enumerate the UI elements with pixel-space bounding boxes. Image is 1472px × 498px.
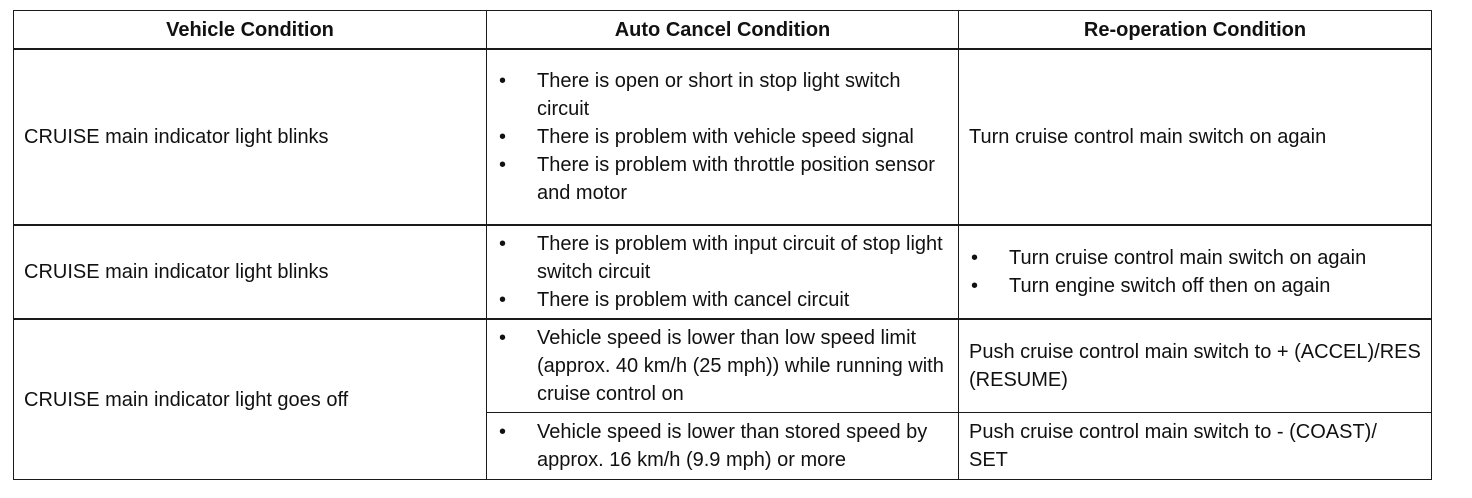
vehicle-condition-cell: CRUISE main indicator light blinks — [14, 225, 487, 319]
auto-cancel-cell — [487, 413, 959, 480]
header-auto-cancel-condition: Auto Cancel Condition — [487, 11, 959, 50]
list-item: • Turn cruise control main switch on again — [969, 244, 1421, 272]
reoperation-cell: Push cruise control main switch to + (ACCEL)/RES (RESUME) — [959, 319, 1432, 413]
auto-cancel-cell — [487, 319, 959, 413]
auto-cancel-list — [497, 418, 948, 474]
header-reoperation-condition: Re-operation Condition — [959, 11, 1432, 50]
header-row — [14, 11, 1432, 50]
reoperation-cell: Push cruise control main switch to - (COAST)/ SET — [959, 413, 1432, 480]
bullet-icon: • — [499, 289, 507, 311]
list-item: • There is problem with cancel circuit — [497, 286, 948, 314]
table-row — [14, 49, 1432, 225]
bullet-icon: • — [971, 247, 979, 269]
vehicle-condition-cell: CRUISE main indicator light blinks — [14, 49, 487, 225]
reoperation-list — [969, 244, 1421, 300]
auto-cancel-list — [497, 324, 948, 408]
auto-cancel-list — [497, 67, 948, 207]
list-item: • Vehicle speed is lower than low speed limit (approx. 40 km/h (25 mph)) while running with cruise control on — [497, 324, 948, 408]
auto-cancel-cell — [487, 49, 959, 225]
list-item: • There is problem with vehicle speed signal — [497, 123, 948, 151]
bullet-icon: • — [499, 327, 507, 349]
table-row — [14, 225, 1432, 319]
list-item: • Vehicle speed is lower than stored speed by approx. 16 km/h (9.9 mph) or more — [497, 418, 948, 474]
reoperation-cell: Turn cruise control main switch on again — [959, 49, 1432, 225]
cruise-control-table — [13, 10, 1432, 480]
bullet-icon: • — [499, 233, 507, 255]
bullet-icon: • — [499, 421, 507, 443]
list-item: • There is open or short in stop light switch circuit — [497, 67, 948, 123]
auto-cancel-list — [497, 230, 948, 314]
reoperation-cell — [959, 225, 1432, 319]
list-item: • Turn engine switch off then on again — [969, 272, 1421, 300]
list-item: • There is problem with input circuit of stop light switch circuit — [497, 230, 948, 286]
header-vehicle-condition: Vehicle Condition — [14, 11, 487, 50]
bullet-icon: • — [499, 70, 507, 92]
auto-cancel-cell — [487, 225, 959, 319]
bullet-icon: • — [499, 126, 507, 148]
table-row — [14, 319, 1432, 413]
list-item: • There is problem with throttle position sensor and motor — [497, 151, 948, 207]
bullet-icon: • — [971, 275, 979, 297]
bullet-icon: • — [499, 154, 507, 176]
vehicle-condition-cell: CRUISE main indicator light goes off — [14, 319, 487, 480]
